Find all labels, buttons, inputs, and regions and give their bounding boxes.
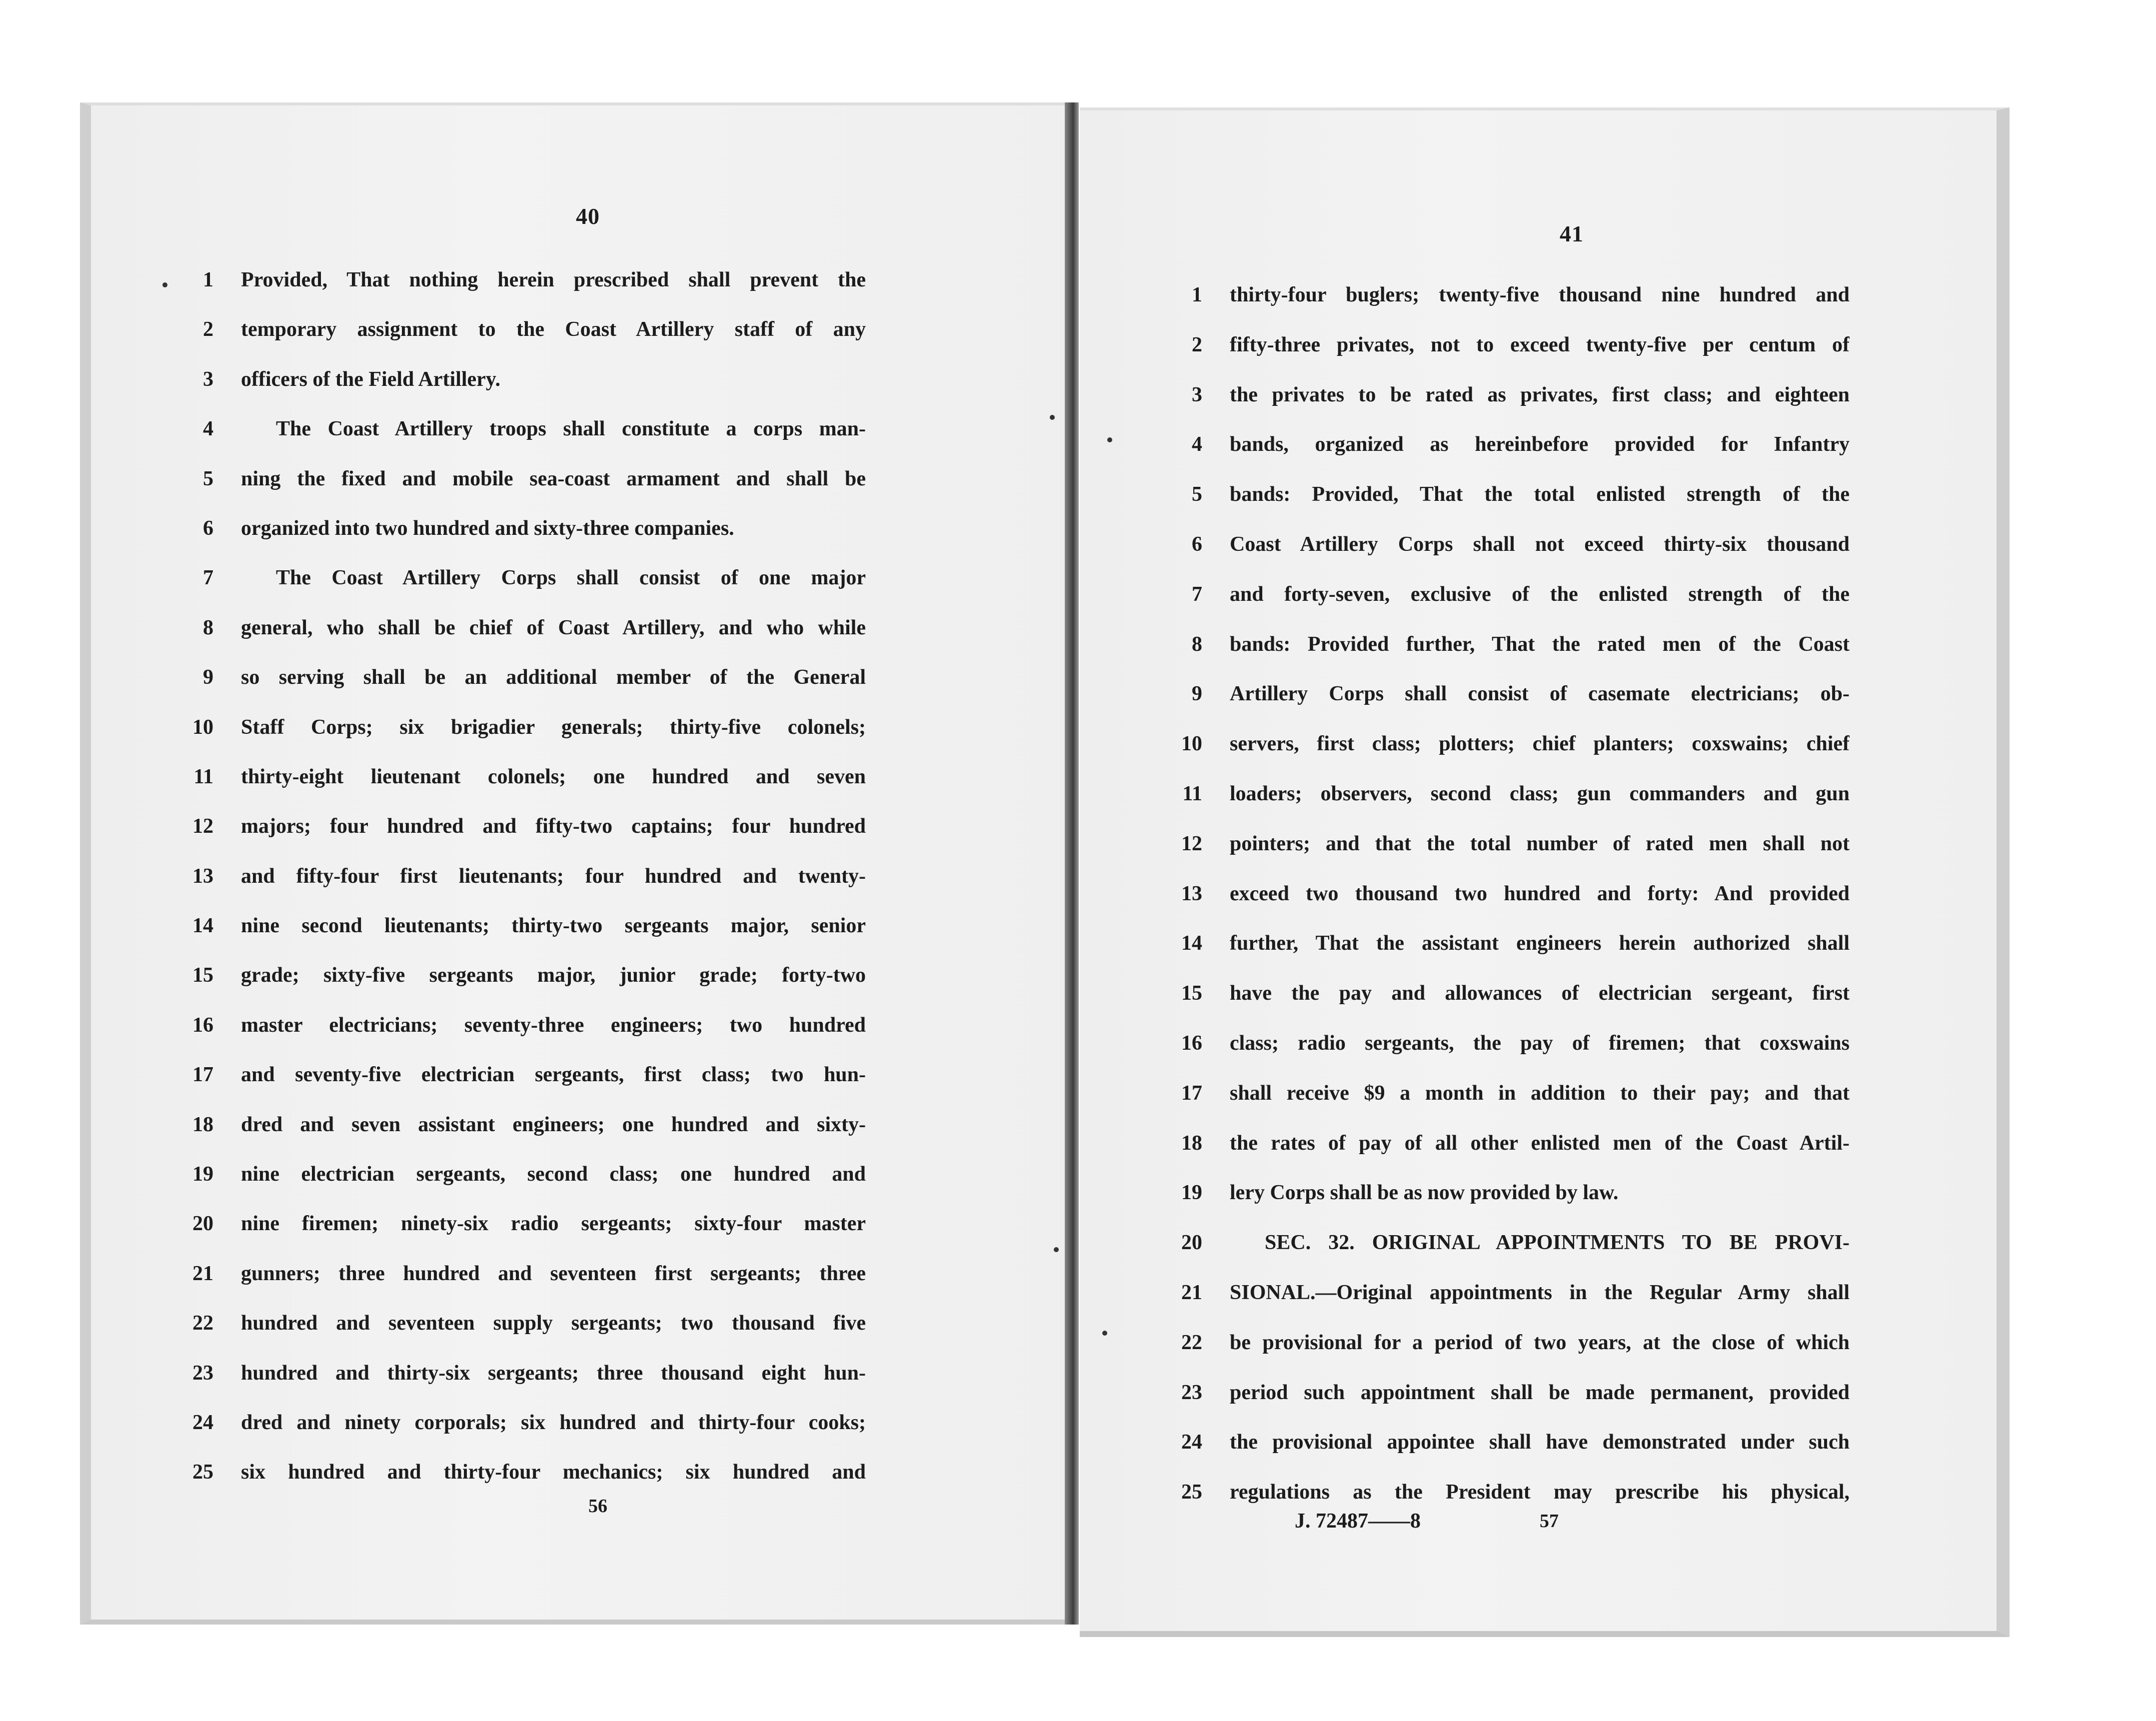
line-number: 14 <box>192 914 213 938</box>
line-number: 8 <box>203 616 213 639</box>
line-text: bands: Provided, That the total enlisted strength of the <box>1230 483 1850 506</box>
line-number: 24 <box>1181 1431 1202 1454</box>
line-text: class; radio sergeants, the pay of firemen; that coxswains <box>1230 1031 1850 1055</box>
line-text: hundred and seventeen supply sergeants; two thousand five <box>241 1312 866 1335</box>
line-number: 5 <box>203 467 213 490</box>
line-number: 22 <box>1181 1331 1202 1354</box>
left-page <box>80 102 1075 1625</box>
line-text: servers, first class; plotters; chief planters; coxswains; chief <box>1230 732 1850 756</box>
line-number: 3 <box>203 367 213 391</box>
speck <box>162 282 167 287</box>
line-text: six hundred and thirty-four mechanics; six hundred and <box>241 1461 866 1484</box>
section-heading: SEC. 32. ORIGINAL APPOINTMENTS TO BE PROVI- <box>1265 1231 1850 1255</box>
line-number: 25 <box>1181 1481 1202 1504</box>
line-text: officers of the Field Artillery. <box>241 367 500 391</box>
line-text: thirty-eight lieutenant colonels; one hundred and seven <box>241 765 866 788</box>
line-text: thirty-four buglers; twenty-five thousand nine hundred and <box>1230 283 1850 306</box>
line-text: lery Corps shall be as now provided by law. <box>1230 1181 1619 1205</box>
footer-code: J. 72487——8 <box>1295 1510 1421 1533</box>
speck <box>1054 1247 1059 1252</box>
line-text: and forty-seven, exclusive of the enlisted strength of the <box>1230 582 1850 606</box>
line-text: period such appointment shall be made permanent, provided <box>1230 1381 1850 1404</box>
line-number: 8 <box>1192 632 1202 656</box>
line-number: 21 <box>192 1262 213 1285</box>
right-page <box>1080 107 2010 1637</box>
line-number: 12 <box>1181 832 1202 855</box>
line-number: 5 <box>1192 483 1202 506</box>
footer-number: 56 <box>588 1496 607 1517</box>
line-text: nine firemen; ninety-six radio sergeants; sixty-four master <box>241 1212 866 1236</box>
line-text: be provisional for a period of two years, at the close of which <box>1230 1331 1850 1354</box>
line-number: 20 <box>1181 1231 1202 1255</box>
line-text: ning the fixed and mobile sea-coast armament and shall be <box>241 467 866 490</box>
line-text: Provided, That nothing herein prescribed shall prevent the <box>241 268 866 291</box>
line-number: 18 <box>192 1113 213 1136</box>
line-number: 21 <box>1181 1281 1202 1304</box>
line-text: nine electrician sergeants, second class; one hundred and <box>241 1163 866 1186</box>
speck <box>1107 437 1112 442</box>
line-number: 14 <box>1181 932 1202 955</box>
line-number: 17 <box>1181 1081 1202 1105</box>
line-number: 15 <box>192 964 213 987</box>
line-number: 1 <box>203 268 213 291</box>
line-number: 1 <box>1192 283 1202 306</box>
line-number: 6 <box>203 516 213 540</box>
line-text: and fifty-four first lieutenants; four hundred and twenty- <box>241 864 866 888</box>
line-text: shall receive $9 a month in addition to their pay; and that <box>1230 1081 1850 1105</box>
line-number: 7 <box>203 566 213 590</box>
line-number: 13 <box>192 864 213 888</box>
line-text: hundred and thirty-six sergeants; three thousand eight hun- <box>241 1361 866 1385</box>
page-number: 40 <box>576 203 600 229</box>
line-text: bands, organized as hereinbefore provided for Infantry <box>1230 433 1850 456</box>
line-number: 22 <box>192 1312 213 1335</box>
line-text: exceed two thousand two hundred and forty: And provided <box>1230 882 1850 905</box>
line-text: the rates of pay of all other enlisted men of the Coast Artil- <box>1230 1131 1850 1155</box>
line-number: 20 <box>192 1212 213 1236</box>
line-text: further, That the assistant engineers herein authorized shall <box>1230 932 1850 955</box>
line-number: 23 <box>192 1361 213 1385</box>
book-gutter <box>1065 102 1079 1625</box>
line-number: 12 <box>192 815 213 838</box>
line-text: grade; sixty-five sergeants major, junior grade; forty-two <box>241 964 866 987</box>
line-number: 18 <box>1181 1131 1202 1155</box>
line-number: 2 <box>1192 333 1202 356</box>
line-text: bands: Provided further, That the rated men of the Coast <box>1230 632 1850 656</box>
line-number: 10 <box>192 715 213 739</box>
line-number: 3 <box>1192 383 1202 406</box>
line-number: 19 <box>192 1163 213 1186</box>
line-text: the privates to be rated as privates, first class; and eighteen <box>1230 383 1850 406</box>
line-text: The Coast Artillery Corps shall consist of one major <box>276 566 866 590</box>
line-number: 10 <box>1181 732 1202 756</box>
line-number: 11 <box>1182 782 1202 805</box>
line-number: 9 <box>1192 682 1202 706</box>
line-number: 17 <box>192 1063 213 1087</box>
line-number: 19 <box>1181 1181 1202 1205</box>
line-text: Artillery Corps shall consist of casemate electricians; ob- <box>1230 682 1850 706</box>
line-text: the provisional appointee shall have demonstrated under such <box>1230 1431 1850 1454</box>
line-number: 23 <box>1181 1381 1202 1404</box>
line-text: fifty-three privates, not to exceed twenty-five per centum of <box>1230 333 1850 356</box>
line-number: 11 <box>193 765 213 788</box>
line-text: majors; four hundred and fifty-two captains; four hundred <box>241 815 866 838</box>
line-text: Coast Artillery Corps shall not exceed thirty-six thousand <box>1230 532 1850 556</box>
line-text: so serving shall be an additional member of the General <box>241 666 866 689</box>
line-text: loaders; observers, second class; gun commanders and gun <box>1230 782 1850 805</box>
line-text: nine second lieutenants; thirty-two sergeants major, senior <box>241 914 866 938</box>
line-text: organized into two hundred and sixty-three companies. <box>241 516 734 540</box>
line-number: 15 <box>1181 982 1202 1005</box>
line-number: 25 <box>192 1461 213 1484</box>
line-number: 6 <box>1192 532 1202 556</box>
line-text: general, who shall be chief of Coast Artillery, and who while <box>241 616 866 639</box>
line-number: 2 <box>203 318 213 341</box>
line-text: master electricians; seventy-three engineers; two hundred <box>241 1013 866 1037</box>
line-text: dred and ninety corporals; six hundred and thirty-four cooks; <box>241 1411 866 1434</box>
line-number: 7 <box>1192 582 1202 606</box>
line-text: regulations as the President may prescribe his physical, <box>1230 1481 1850 1504</box>
line-text: and seventy-five electrician sergeants, first class; two hun- <box>241 1063 866 1087</box>
line-text: The Coast Artillery troops shall constitute a corps man- <box>276 417 866 441</box>
line-text: SIONAL.—Original appointments in the Regular Army shall <box>1230 1281 1850 1304</box>
line-text: gunners; three hundred and seventeen first sergeants; three <box>241 1262 866 1285</box>
line-number: 13 <box>1181 882 1202 905</box>
line-text: dred and seven assistant engineers; one hundred and sixty- <box>241 1113 866 1136</box>
line-number: 4 <box>203 417 213 441</box>
speck <box>1102 1331 1107 1336</box>
footer-number: 57 <box>1540 1511 1559 1532</box>
line-text: temporary assignment to the Coast Artillery staff of any <box>241 318 866 341</box>
line-number: 4 <box>1192 433 1202 456</box>
line-text: pointers; and that the total number of rated men shall not <box>1230 832 1850 855</box>
line-number: 9 <box>203 666 213 689</box>
line-number: 24 <box>192 1411 213 1434</box>
line-text: have the pay and allowances of electrician sergeant, first <box>1230 982 1850 1005</box>
page-number: 41 <box>1560 221 1584 246</box>
speck <box>1050 415 1055 420</box>
line-text: Staff Corps; six brigadier generals; thirty-five colonels; <box>241 715 866 739</box>
line-number: 16 <box>192 1013 213 1037</box>
line-number: 16 <box>1181 1031 1202 1055</box>
